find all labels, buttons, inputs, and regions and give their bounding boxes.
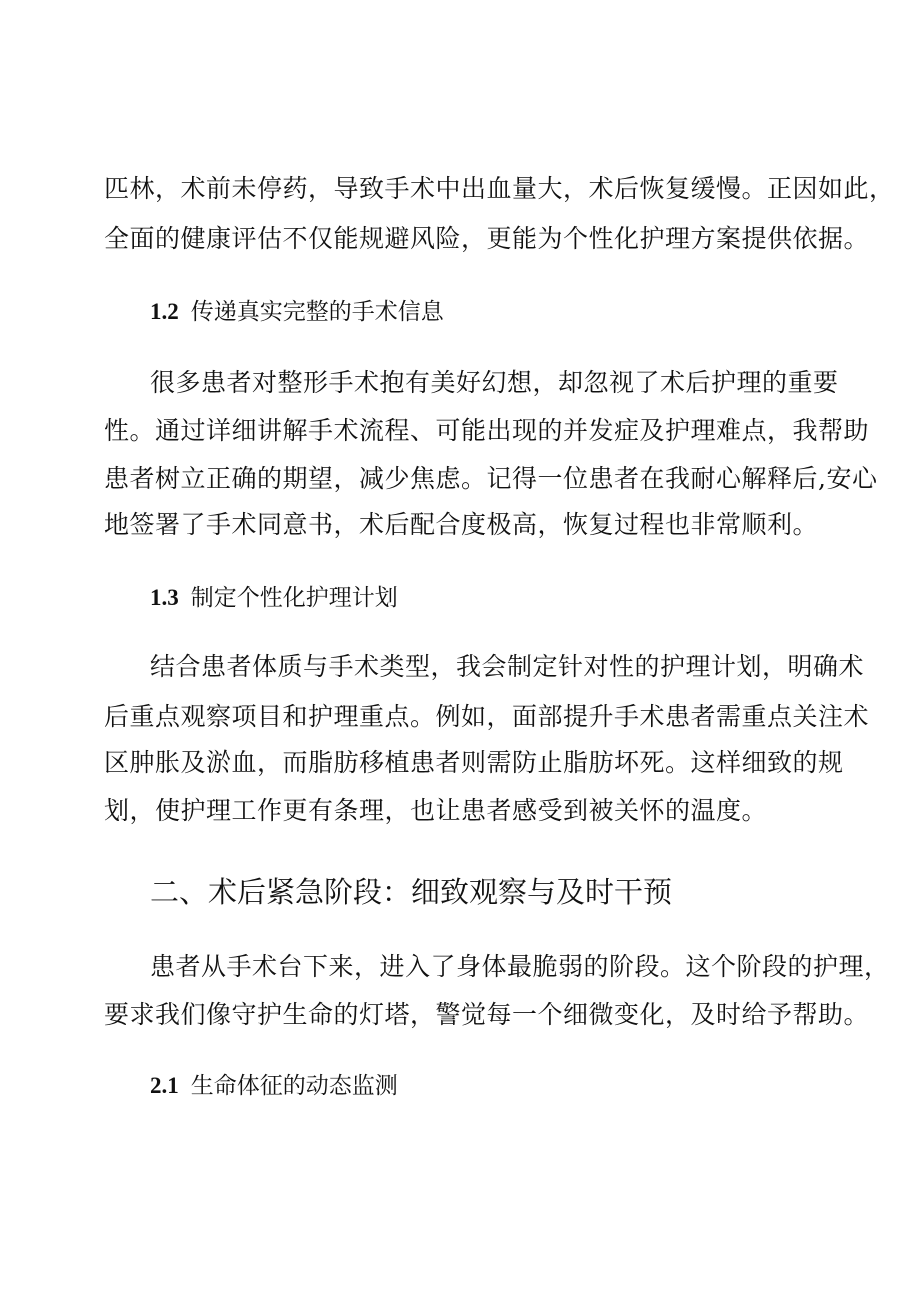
paragraph-line: 结合患者体质与手术类型，我会制定针对性的护理计划，明确术 (150, 652, 865, 681)
section-title: 传递真实完整的手术信息 (190, 299, 444, 325)
section-heading-1-3 (150, 582, 398, 614)
paragraph-line: 患者从手术台下来，进入了身体最脆弱的阶段。这个阶段的护理， (150, 952, 890, 981)
section-number: 1.2 (150, 299, 179, 324)
paragraph-line: 划，使护理工作更有条理，也让患者感受到被关怀的温度。 (104, 796, 768, 825)
paragraph-line: 要求我们像守护生命的灯塔，警觉每一个细微变化，及时给予帮助。 (104, 1000, 870, 1029)
paragraph-line: 很多患者对整形手术抱有美好幻想，却忽视了术后护理的重要 (150, 368, 839, 397)
paragraph-line: 性。通过详细讲解手术流程、可能出现的并发症及护理难点，我帮助 (104, 416, 870, 445)
paragraph-line: 匹林，术前未停药，导致手术中出血量大，术后恢复缓慢。正因如此， (104, 174, 895, 203)
paragraph-line: 区肿胀及淤血，而脂肪移植患者则需防止脂肪坏死。这样细致的规 (104, 748, 844, 777)
section-number: 1.3 (150, 585, 179, 610)
section-heading-2-1 (150, 1070, 398, 1102)
chapter-heading-2: 二、术后紧急阶段：细致观察与及时干预 (150, 875, 673, 909)
section-number: 2.1 (150, 1073, 179, 1098)
paragraph-line: 全面的健康评估不仅能规避风险，更能为个性化护理方案提供依据。 (104, 224, 870, 253)
section-heading-1-2 (150, 296, 444, 328)
paragraph-line: 患者树立正确的期望，减少焦虑。记得一位患者在我耐心解释后,安心 (104, 464, 878, 493)
section-title: 制定个性化护理计划 (190, 585, 398, 611)
paragraph-line: 后重点观察项目和护理重点。例如，面部提升手术患者需重点关注术 (104, 702, 870, 731)
paragraph-line: 地签署了手术同意书，术后配合度极高，恢复过程也非常顺利。 (104, 510, 819, 539)
section-title: 生命体征的动态监测 (190, 1073, 398, 1099)
